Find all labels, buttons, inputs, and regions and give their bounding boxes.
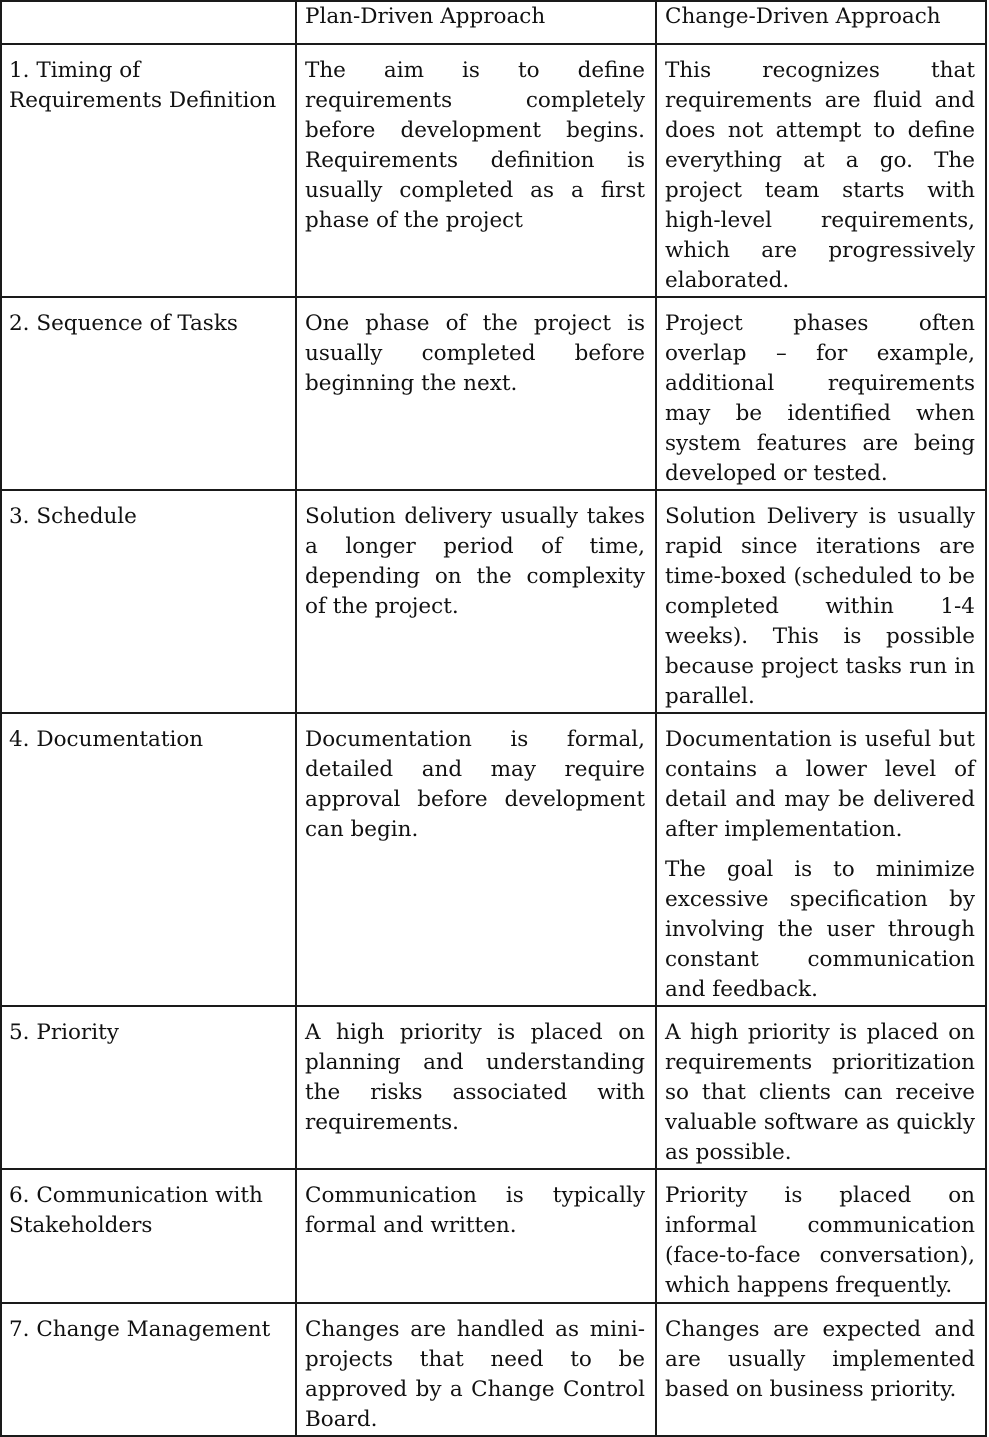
change-driven-cell <box>656 1169 986 1303</box>
row-label: 5. Priority <box>9 1020 119 1045</box>
change-driven-cell <box>656 490 986 713</box>
table-row-communication <box>1 1169 986 1303</box>
change-driven-cell <box>656 713 986 1006</box>
plan-driven-cell <box>296 297 656 490</box>
change-driven-text-secondary: The goal is to minimize excessive specification by involving the user through constant communication and feedback. <box>665 857 975 1002</box>
plan-driven-text: Solution delivery usually takes a longer period of time, depending on the complexity of the project. <box>305 504 645 619</box>
header-label-plan-driven: Plan-Driven Approach <box>305 4 546 29</box>
header-cell-empty <box>1 1 296 44</box>
header-cell-plan-driven <box>296 1 656 44</box>
table-row-priority <box>1 1006 986 1169</box>
plan-driven-text: One phase of the project is usually completed before beginning the next. <box>305 311 645 396</box>
header-label-change-driven: Change-Driven Approach <box>665 4 941 29</box>
plan-driven-text: Communication is typically formal and written. <box>305 1183 645 1238</box>
row-label: 3. Schedule <box>9 504 137 529</box>
change-driven-text: Solution Delivery is usually rapid since iterations are time-boxed (scheduled to be completed within 1-4 weeks). This is possible because project tasks run in parallel. <box>665 504 975 709</box>
table-row-timing <box>1 44 986 297</box>
change-driven-cell <box>656 1006 986 1169</box>
row-label-cell <box>1 1169 296 1303</box>
plan-driven-cell <box>296 44 656 297</box>
change-driven-cell <box>656 1303 986 1436</box>
row-label-cell <box>1 44 296 297</box>
row-label: 1. Timing of Requirements Definition <box>9 58 277 113</box>
change-driven-cell <box>656 297 986 490</box>
change-driven-cell <box>656 44 986 297</box>
plan-driven-cell <box>296 1303 656 1436</box>
plan-driven-cell <box>296 713 656 1006</box>
row-label-cell <box>1 297 296 490</box>
table-row-schedule <box>1 490 986 713</box>
plan-driven-cell <box>296 1169 656 1303</box>
row-label-cell <box>1 1006 296 1169</box>
plan-driven-text: Documentation is formal, detailed and may require approval before development can begin. <box>305 727 645 842</box>
change-driven-text: Changes are expected and are usually implemented based on business priority. <box>665 1317 975 1402</box>
change-driven-text: A high priority is placed on requirements prioritization so that clients can receive valuable software as quickly as possible. <box>665 1020 975 1165</box>
change-driven-text: Documentation is useful but contains a lower level of detail and may be delivered after implementation. <box>665 727 975 842</box>
table-row-sequence <box>1 297 986 490</box>
plan-driven-text: The aim is to define requirements completely before development begins. Requirements definition is usually completed as a first phase of the project <box>305 58 645 233</box>
row-label: 4. Documentation <box>9 727 204 752</box>
row-label: 2. Sequence of Tasks <box>9 311 238 336</box>
table-row-documentation <box>1 713 986 1006</box>
header-cell-change-driven <box>656 1 986 44</box>
change-driven-text: This recognizes that requirements are fluid and does not attempt to define everything at a go. The project team starts with high-level requirements, which are progressively elaborated. <box>665 58 975 293</box>
row-label: 6. Communication with Stakeholders <box>9 1183 263 1238</box>
header-row <box>1 1 986 44</box>
row-label: 7. Change Management <box>9 1317 271 1342</box>
change-driven-text: Priority is placed on informal communication (face-to-face conversation), which happens frequently. <box>665 1183 975 1298</box>
plan-driven-text: Changes are handled as mini-projects that need to be approved by a Change Control Board. <box>305 1317 645 1432</box>
plan-driven-text: A high priority is placed on planning and understanding the risks associated with requirements. <box>305 1020 645 1135</box>
change-driven-text: Project phases often overlap – for example, additional requirements may be identified when system features are being developed or tested. <box>665 311 975 486</box>
table-row-change-management <box>1 1303 986 1436</box>
row-label-cell <box>1 1303 296 1436</box>
row-label-cell <box>1 713 296 1006</box>
row-label-cell <box>1 490 296 713</box>
plan-driven-cell <box>296 1006 656 1169</box>
plan-driven-cell <box>296 490 656 713</box>
